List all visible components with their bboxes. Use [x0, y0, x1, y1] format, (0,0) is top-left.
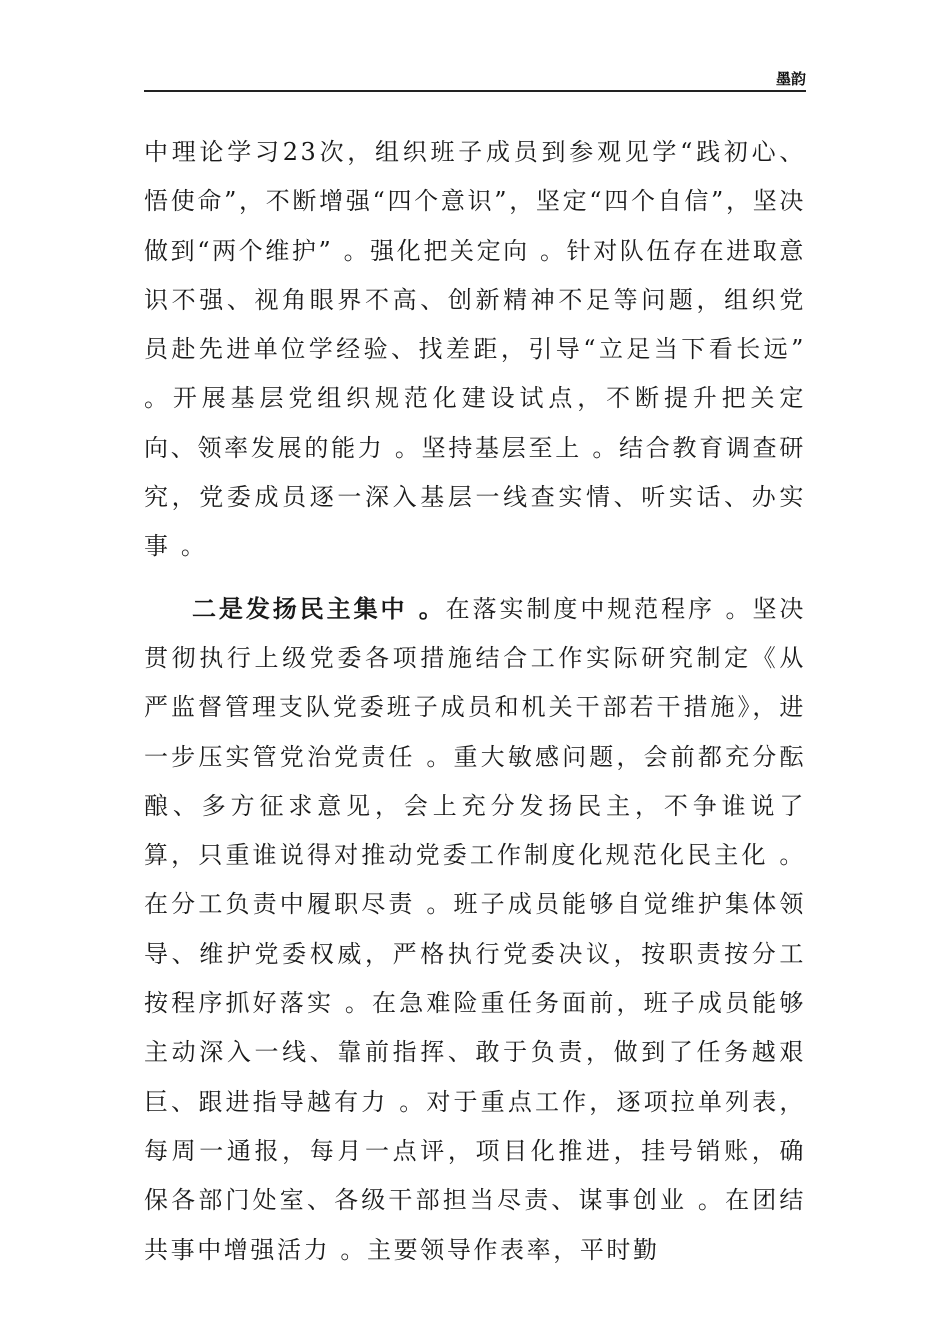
header-divider — [144, 90, 806, 92]
document-body — [144, 128, 806, 1275]
paragraph-2-lead: 二是发扬民主集中 。 — [192, 593, 446, 623]
paragraph-1-text: 中理论学习23次，组织班子成员到参观见学“践初心、悟使命”，不断增强“四个意识”，坚定“四个自信”，坚决做到“两个维护” 。强化把关定向 。针对队伍存在进取意识不强、视角眼界不高、创新精神不足等问题，组织党员赴先进单位学经验、找差距，引导“立足当下看长远” 。开展基层党组织规范化建设试点，不断提升把关定向、领率发展的能力 。坚持基层至上 。结合教育调查研究，党委成员逐一深入基层一线查实情、听实话、办实事 。 — [144, 138, 806, 561]
paragraph-2-text: 在落实制度中规范程序 。坚决贯彻执行上级党委各项措施结合工作实际研究制定《从严监督管理支队党委班子成员和机关干部若干措施》，进一步压实管党治党责任 。重大敏感问题，会前都充分酝酿、多方征求意见，会上充分发扬民主，不争谁说了算，只重谁说得对推动党委工作制度化规范化民主化 。在分工负责中履职尽责 。班子成员能够自觉维护集体领导、维护党委权威，严格执行党委决议，按职责按分工按程序抓好落实 。在急难险重任务面前，班子成员能够主动深入一线、靠前指挥、敢于负责，做到了任务越艰巨、跟进指导越有力 。对于重点工作，逐项拉单列表，每周一通报，每月一点评，项目化推进，挂号销账，确保各部门处室、各级干部担当尽责、谋事创业 。在团结共事中增强活力 。主要领导作表率，平时勤 — [144, 594, 807, 1264]
header-brand: 墨韵 — [775, 70, 806, 88]
paragraph-1 — [144, 128, 806, 572]
paragraph-2 — [144, 584, 806, 1275]
